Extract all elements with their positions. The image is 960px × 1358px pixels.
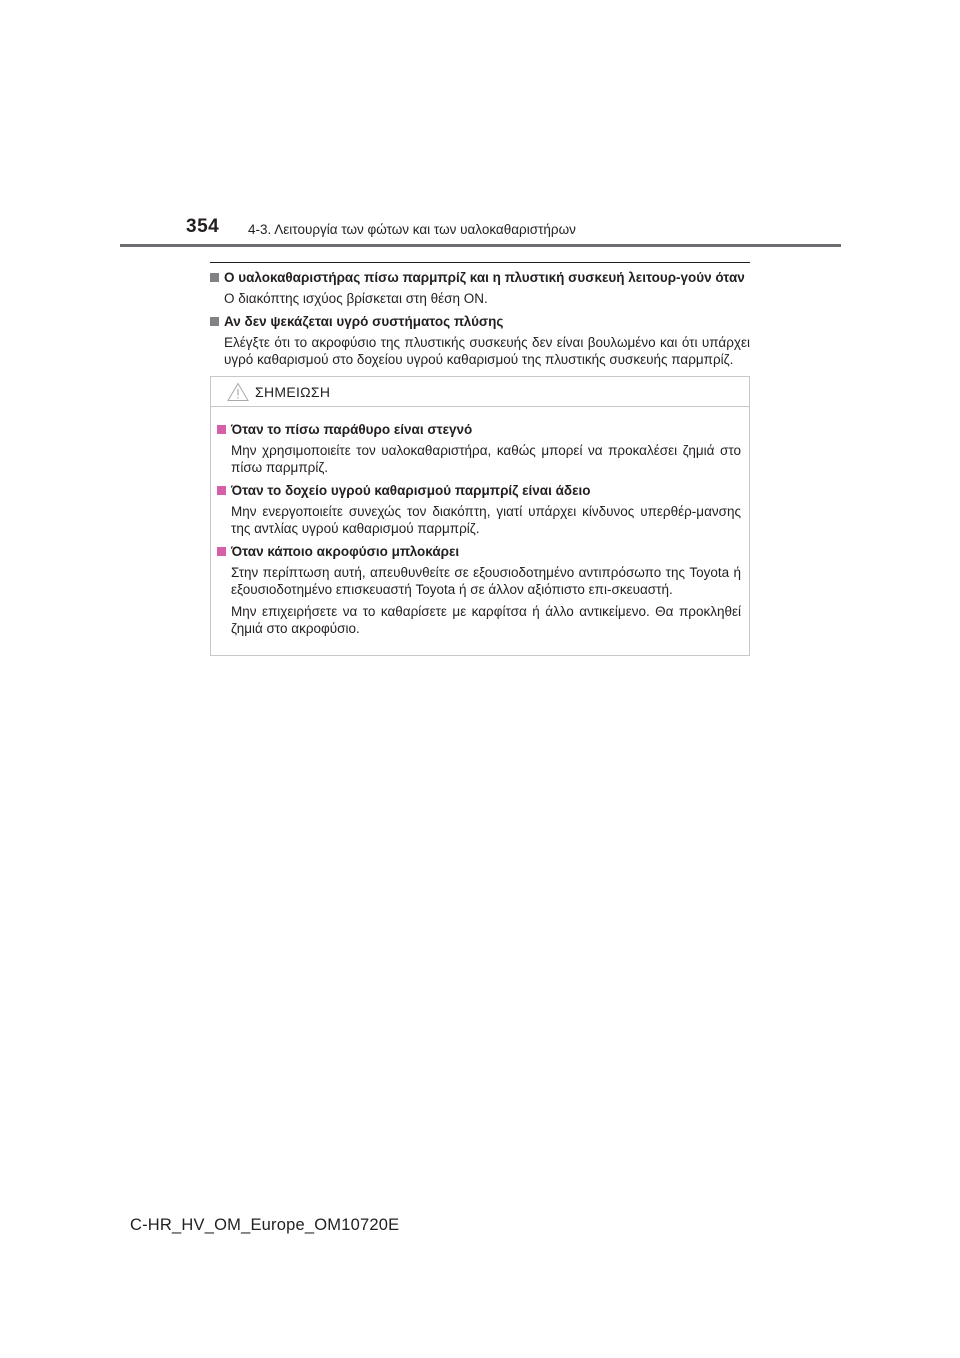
notice-item-title (217, 421, 741, 438)
notice-item-empty-reservoir (217, 482, 741, 537)
notice-item-title (217, 482, 741, 499)
square-bullet-icon (217, 486, 226, 495)
notice-paragraph: Στην περίπτωση αυτή, απευθυνθείτε σε εξουσιοδοτημένο αντιπρόσωπο της Toyota ή εξουσιοδοτημένο επισκευαστή Toyota ή σε άλλον αξιόπιστο επι-σκευαστή. (231, 565, 741, 597)
notice-item-title-text: Όταν το πίσω παράθυρο είναι στεγνό (231, 422, 473, 437)
notice-body (211, 407, 749, 655)
notice-paragraph: Μην χρησιμοποιείτε τον υαλοκαθαριστήρα, καθώς μπορεί να προκαλέσει ζημιά στο πίσω παρμπρίζ. (231, 443, 741, 475)
section-divider (210, 262, 750, 263)
notice-box (210, 376, 750, 656)
section-wiper-operation (210, 269, 750, 307)
notice-item-body (217, 442, 741, 476)
square-bullet-icon (210, 317, 219, 326)
section-no-washer-fluid (210, 313, 750, 368)
document-code: C-HR_HV_OM_Europe_OM10720E (130, 1216, 400, 1234)
square-bullet-icon (210, 273, 219, 282)
square-bullet-icon (217, 425, 226, 434)
page-header (186, 216, 746, 246)
page-number: 354 (186, 216, 220, 237)
chapter-title: 4-3. Λειτουργία των φώτων και των υαλοκαθαριστήρων (248, 222, 576, 237)
notice-item-dry-window (217, 421, 741, 476)
notice-item-title (217, 543, 741, 560)
notice-paragraph: Μην ενεργοποιείτε συνεχώς τον διακόπτη, γιατί υπάρχει κίνδυνος υπερθέρ-μανσης της αντλίας υγρού καθαρισμού παρμπρίζ. (231, 504, 741, 536)
square-bullet-icon (217, 547, 226, 556)
section-body: Ο διακόπτης ισχύος βρίσκεται στη θέση ON. (224, 291, 488, 306)
section-body: Ελέγξτε ότι το ακροφύσιο της πλυστικής συσκευής δεν είναι βουλωμένο και ότι υπάρχει υγρό καθαρισμού στο δοχείου υγρού καθαρισμού της πλυστικής συσκευής παρμπρίζ. (224, 335, 750, 367)
notice-item-body (217, 503, 741, 537)
header-rule (120, 244, 841, 247)
notice-item-body (217, 564, 741, 637)
notice-paragraph: Μην επιχειρήσετε να το καθαρίσετε με καρφίτσα ή άλλο αντικείμενο. Θα προκληθεί ζημιά στο ακροφύσιο. (231, 604, 741, 636)
notice-title: ΣΗΜΕΙΩΣΗ (255, 383, 331, 400)
section-title-text: Ο υαλοκαθαριστήρας πίσω παρμπρίζ και η πλυστική συσκευή λειτουρ-γούν όταν (224, 270, 745, 285)
section-title (210, 269, 750, 286)
notice-item-title-text: Όταν το δοχείο υγρού καθαρισμού παρμπρίζ είναι άδειο (231, 483, 591, 498)
warning-triangle-icon (227, 382, 249, 402)
notice-item-nozzle-clogged (217, 543, 741, 637)
section-title-text: Αν δεν ψεκάζεται υγρό συστήματος πλύσης (224, 314, 504, 329)
page-content (210, 262, 750, 656)
notice-header (211, 377, 749, 407)
notice-item-title-text: Όταν κάποιο ακροφύσιο μπλοκάρει (231, 544, 460, 559)
section-title (210, 313, 750, 330)
